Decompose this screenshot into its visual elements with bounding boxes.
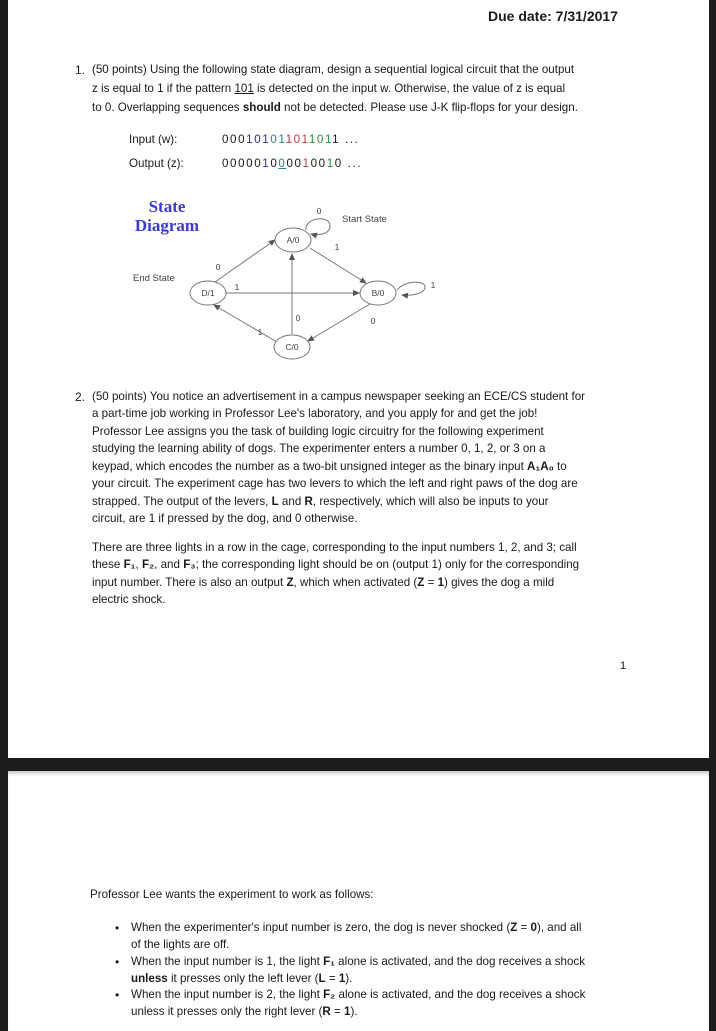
- text-segment: =: [330, 1005, 344, 1018]
- state-d-label: D/1: [201, 288, 215, 298]
- text-segment: ), and all: [536, 921, 582, 934]
- bold-text: 1: [437, 576, 445, 589]
- text-segment: input number. There is also an output: [92, 576, 287, 589]
- text-segment: unless it presses only the right lever (: [131, 1005, 323, 1018]
- edge-c-to-d: [214, 305, 277, 342]
- bold-text: Z: [510, 921, 518, 934]
- question-2-text-line: [92, 459, 567, 475]
- sequence-digits: 101: [246, 133, 271, 146]
- output-label: Output (z):: [129, 157, 184, 170]
- sequence-digits: 00000: [222, 157, 263, 170]
- question-1-number: 1.: [75, 63, 86, 77]
- bold-text: 1: [338, 972, 346, 985]
- bold-text: Z: [286, 576, 294, 589]
- bold-text: F₃: [183, 558, 196, 571]
- sequence-digits: 01: [270, 133, 286, 146]
- bold-text: F₁: [323, 955, 335, 968]
- sequence-digits: 1 ...: [332, 133, 360, 146]
- text-segment: When the input number is 2, the light: [131, 988, 324, 1001]
- label-d-to-a: 0: [215, 262, 221, 272]
- end-state-label: End State: [133, 273, 175, 284]
- due-date: Due date: 7/31/2017: [488, 8, 618, 24]
- text-segment: your circuit. The experiment cage has two levers to which the left and right paws of the dog are: [92, 477, 578, 490]
- question-2-paragraph-2-line: [92, 557, 579, 573]
- bold-text: L: [318, 972, 326, 985]
- bold-text: F₂: [323, 988, 336, 1001]
- bold-text: F₂: [141, 558, 155, 571]
- state-diagram: [0, 0, 716, 380]
- diagram-title-line1: State: [148, 197, 186, 216]
- sequence-digits: 0: [270, 157, 279, 170]
- bullet-line: [131, 971, 352, 987]
- label-a-to-b: 1: [334, 242, 340, 252]
- bold-text: 0: [530, 921, 537, 934]
- sequence-digits: 1: [262, 157, 271, 170]
- text-segment: strapped. The output of the levers,: [92, 495, 272, 508]
- bullet-icon: •: [115, 988, 120, 1002]
- text-segment: studying the learning ability of dogs. The experimenter enters a number 0, 1, 2, or 3 on a: [92, 442, 546, 455]
- sequence-digits: 1: [326, 157, 335, 170]
- text-segment: it presses only the left lever (: [167, 972, 319, 985]
- document-page-2: [8, 771, 709, 1031]
- input-label: Input (w):: [129, 133, 178, 146]
- question-2-text-line: [92, 476, 578, 492]
- bold-text: F₁: [123, 558, 136, 571]
- sequence-digits: 00: [310, 157, 327, 170]
- text-segment: ; the corresponding light should be on (output 1) only for the corresponding: [195, 558, 580, 571]
- sequence-digits: 1: [302, 157, 311, 170]
- text-segment: keypad, which encodes the number as a two-bit unsigned integer as the binary input: [92, 460, 528, 473]
- state-b-label: B/0: [371, 288, 385, 298]
- text-segment: alone is activated, and the dog receives a shock: [335, 988, 586, 1001]
- bold-text: 1: [343, 1005, 351, 1018]
- text-segment: not be detected. Please use J-K flip-flops for your design.: [280, 101, 578, 114]
- question-2-paragraph-2-line: [92, 592, 165, 608]
- question-2-paragraph-2-line: [92, 540, 577, 556]
- document-page-1: [8, 0, 709, 758]
- sequence-digits: 0 ...: [334, 157, 363, 170]
- loop-b-self: [397, 282, 425, 295]
- bold-text: L: [271, 495, 279, 508]
- bold-text: R: [304, 495, 313, 508]
- text-segment: ,: [135, 558, 142, 571]
- label-b-to-c: 0: [370, 316, 376, 326]
- text-segment: to: [553, 460, 567, 473]
- text-segment: z is equal to 1 if the pattern: [92, 82, 235, 95]
- bullet-icon: •: [115, 921, 120, 935]
- bullet-line: [131, 987, 585, 1003]
- question-2-text-line: [92, 389, 585, 405]
- sequence-digits: 000: [222, 133, 247, 146]
- edge-a-to-b: [310, 248, 366, 283]
- label-c-to-d: 1: [257, 327, 263, 337]
- sequence-digits: 0: [278, 157, 287, 170]
- text-segment: There are three lights in a row in the cage, corresponding to the input numbers 1, 2, and 3; call: [92, 541, 577, 554]
- text-segment: electric shock.: [92, 593, 166, 606]
- question-2-number: 2.: [75, 390, 86, 404]
- label-a-self: 0: [316, 206, 322, 216]
- label-c-to-a: 0: [295, 313, 301, 323]
- page-number: 1: [620, 660, 627, 672]
- question-2-text-line: [92, 406, 537, 422]
- question-2-text-line: [92, 494, 549, 510]
- text-segment: Professor Lee wants the experiment to work as follows:: [90, 888, 374, 901]
- bold-text: unless: [131, 972, 168, 985]
- loop-a-self: [306, 219, 330, 235]
- text-segment: circuit, are 1 if pressed by the dog, and 0 otherwise.: [92, 512, 358, 525]
- state-a-label: A/0: [286, 235, 300, 245]
- text-segment: and: [278, 495, 305, 508]
- text-segment: (50 points) Using the following state diagram, design a sequential logical circuit that the output: [92, 63, 575, 76]
- text-segment: , and: [154, 558, 184, 571]
- start-state-label: Start State: [342, 214, 387, 225]
- text-segment: ) gives the dog a mild: [444, 576, 555, 589]
- bullet-line: [131, 1004, 358, 1020]
- text-segment: alone is activated, and the dog receives a shock: [334, 955, 586, 968]
- question-2-paragraph-2-line: [92, 575, 554, 591]
- edge-d-to-a: [215, 240, 275, 282]
- bullet-icon: •: [115, 955, 120, 969]
- bold-text: should: [242, 101, 281, 114]
- sequence-digits: 101: [308, 133, 333, 146]
- state-c-label: C/0: [285, 342, 299, 352]
- text-segment: When the input number is 1, the light: [131, 955, 324, 968]
- diagram-title-line2: Diagram: [134, 216, 200, 235]
- bold-text: A₁A₀: [527, 460, 554, 473]
- text-segment: these: [92, 558, 124, 571]
- label-b-self: 1: [430, 280, 436, 290]
- text-segment: Professor Lee assigns you the task of building logic circuitry for the following experiment: [92, 425, 544, 438]
- bullet-line: [131, 954, 585, 970]
- bullet-line: [131, 937, 229, 953]
- sequence-digits: 00: [286, 157, 303, 170]
- text-segment: =: [325, 972, 339, 985]
- text-segment: (50 points) You notice an advertisement in a campus newspaper seeking an ECE/CS student for: [92, 390, 586, 403]
- bold-text: Z: [417, 576, 425, 589]
- text-segment: a part-time job working in Professor Lee's laboratory, and you apply for and get the job!: [92, 407, 538, 420]
- text-segment: of the lights are off.: [131, 938, 230, 951]
- bold-text: R: [322, 1005, 331, 1018]
- underlined-text: 101: [234, 82, 254, 95]
- text-segment: ).: [350, 1005, 358, 1018]
- question-2-text-line: [92, 441, 546, 457]
- text-segment: , respectively, which will also be inputs to your: [312, 495, 549, 508]
- text-segment: When the experimenter's input number is zero, the dog is never shocked (: [131, 921, 511, 934]
- page-2-intro-line: [90, 887, 374, 903]
- text-segment: =: [424, 576, 438, 589]
- bullet-line: [131, 920, 581, 936]
- text-segment: to 0. Overlapping sequences: [92, 101, 243, 114]
- text-segment: is detected on the input w. Otherwise, the value of z is equal: [253, 82, 566, 95]
- text-segment: ).: [345, 972, 353, 985]
- edge-b-to-c: [308, 304, 370, 341]
- text-segment: , which when activated (: [293, 576, 418, 589]
- question-2-text-line: [92, 424, 544, 440]
- sequence-digits: 101: [285, 133, 309, 146]
- question-2-text-line: [92, 511, 358, 527]
- label-d-to-b: 1: [234, 282, 240, 292]
- text-segment: =: [517, 921, 531, 934]
